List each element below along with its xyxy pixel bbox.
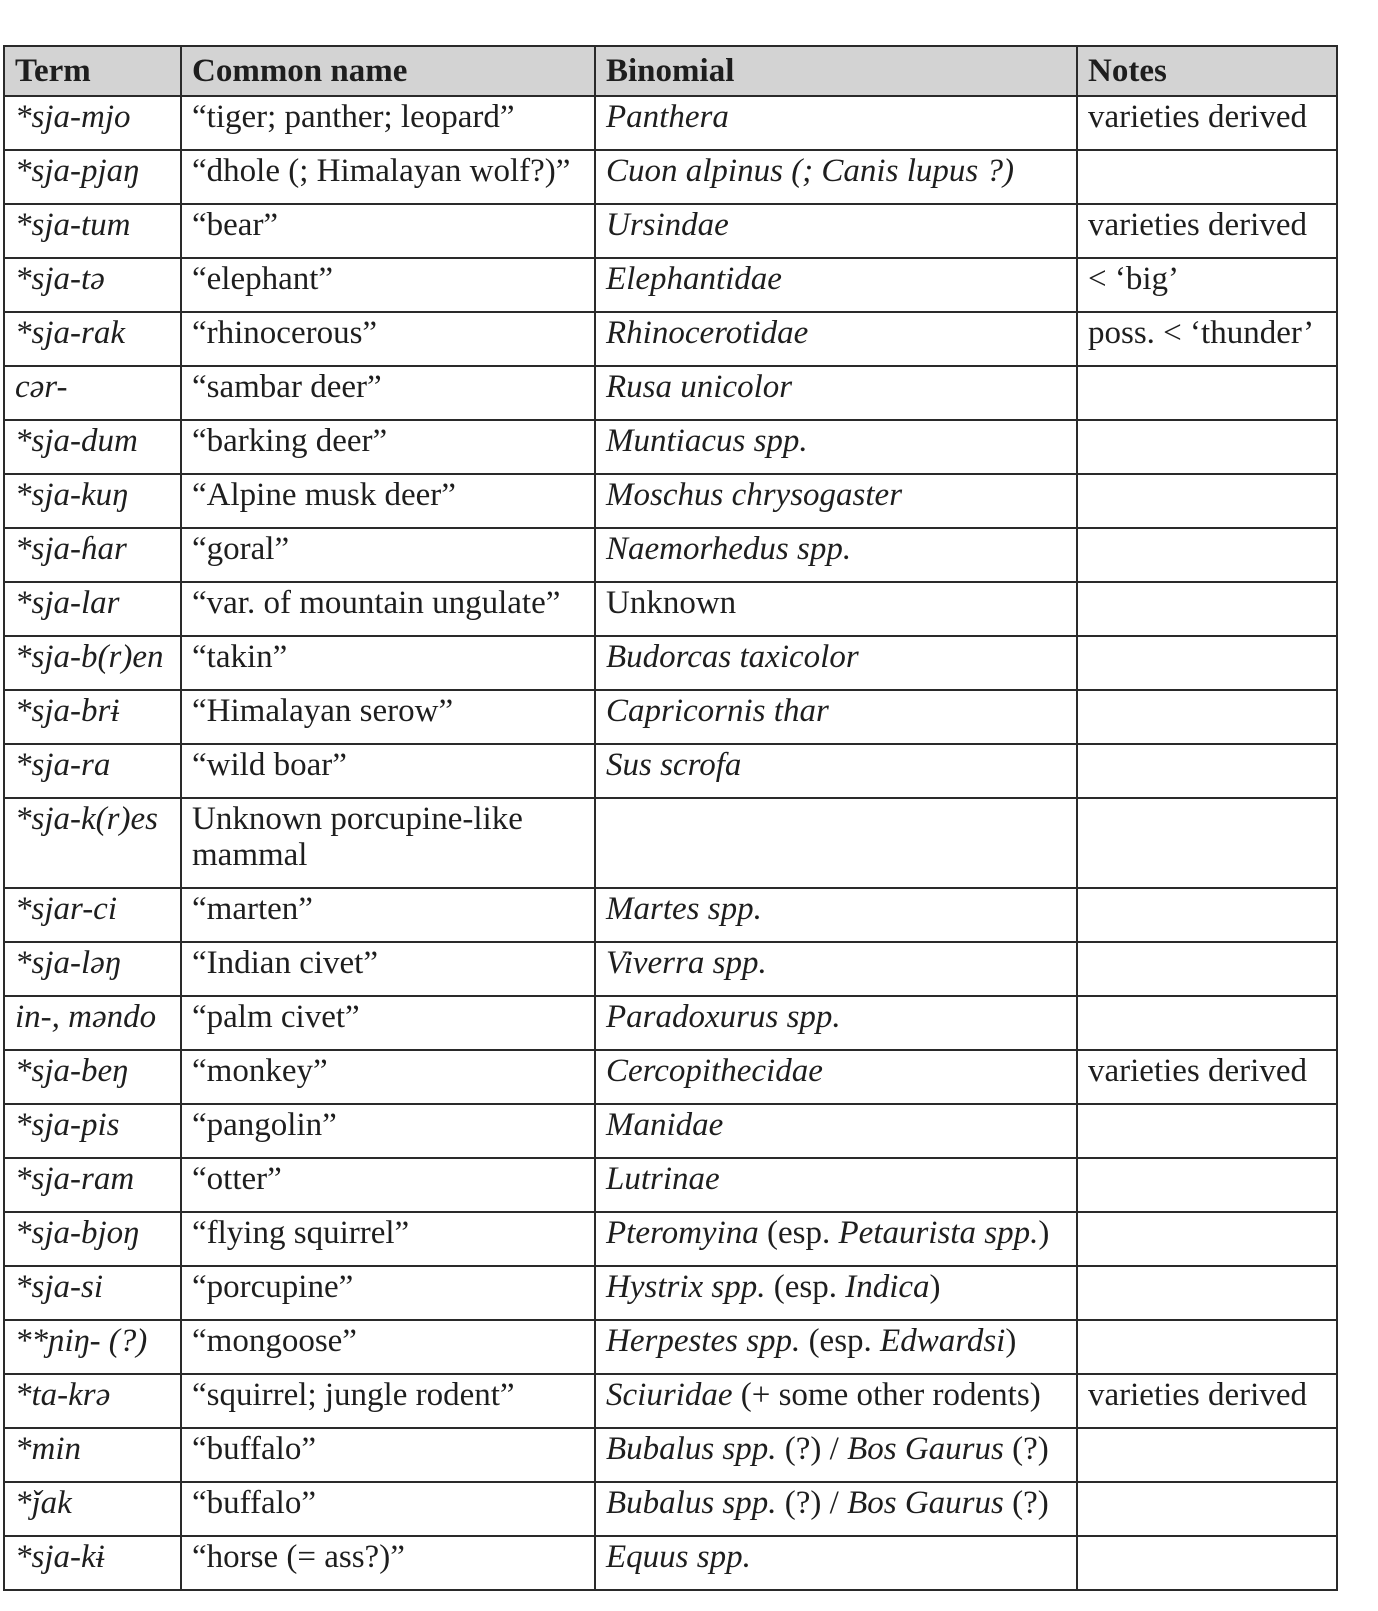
cell-notes: varieties derived [1077, 96, 1337, 150]
term-text: *ta-krə [15, 1377, 111, 1413]
cell-binomial [595, 690, 1077, 744]
cell-term [4, 150, 181, 204]
cell-binomial [595, 258, 1077, 312]
binomial-segment: Sciuridae [606, 1377, 733, 1413]
term-text: *sja-pjaŋ [15, 153, 140, 189]
cell-notes [1077, 1482, 1337, 1536]
cell-term [4, 888, 181, 942]
cell-term [4, 636, 181, 690]
cell-term [4, 312, 181, 366]
binomial-segment: Bos Gaurus [847, 1431, 1004, 1467]
binomial-segment: Unknown [606, 585, 737, 621]
binomial-segment: (+ some other rodents) [732, 1377, 1041, 1413]
cell-notes [1077, 1104, 1337, 1158]
binomial-segment: Paradoxurus spp. [606, 999, 841, 1035]
cell-term [4, 798, 181, 888]
binomial-segment: Elephantidae [606, 261, 782, 297]
term-text: *sja-ram [15, 1161, 135, 1197]
table-row [4, 690, 1337, 744]
binomial-segment: ) [1005, 1323, 1017, 1359]
cell-binomial [595, 996, 1077, 1050]
table-row [4, 1104, 1337, 1158]
cell-common-name: “marten” [181, 888, 595, 942]
cell-notes [1077, 1266, 1337, 1320]
term-text: *sja-rak [15, 315, 125, 351]
cell-binomial [595, 1266, 1077, 1320]
cell-binomial [595, 204, 1077, 258]
cell-binomial [595, 1050, 1077, 1104]
cell-binomial [595, 366, 1077, 420]
binomial-segment: Rhinocerotidae [606, 315, 809, 351]
cell-binomial [595, 312, 1077, 366]
cell-term [4, 1212, 181, 1266]
table-row [4, 474, 1337, 528]
table-row [4, 996, 1337, 1050]
cell-common-name: “tiger; panther; leopard” [181, 96, 595, 150]
cell-term [4, 1050, 181, 1104]
binomial-segment: Capricornis thar [606, 693, 829, 729]
binomial-segment: Manidae [606, 1107, 724, 1143]
binomial-segment: Moschus chrysogaster [606, 477, 903, 513]
binomial-segment: (?) / [776, 1431, 848, 1467]
cell-term [4, 474, 181, 528]
cell-notes: varieties derived [1077, 1374, 1337, 1428]
term-text: *sja-bjoŋ [15, 1215, 140, 1251]
binomial-segment: (?) [1003, 1485, 1049, 1521]
cell-notes [1077, 798, 1337, 888]
cell-notes [1077, 636, 1337, 690]
term-text: *sja-dum [15, 423, 138, 459]
cell-notes [1077, 420, 1337, 474]
cell-binomial [595, 798, 1077, 888]
cell-binomial [595, 1482, 1077, 1536]
table-row [4, 798, 1337, 888]
cell-common-name: “Alpine musk deer” [181, 474, 595, 528]
binomial-segment: Budorcas taxicolor [606, 639, 859, 675]
table-row [4, 204, 1337, 258]
header-common-name: Common name [181, 46, 595, 96]
table-row [4, 888, 1337, 942]
cell-binomial [595, 150, 1077, 204]
term-text: *sja-lar [15, 585, 120, 621]
table-row [4, 744, 1337, 798]
table-row [4, 1320, 1337, 1374]
table-row [4, 1428, 1337, 1482]
cell-term [4, 1320, 181, 1374]
header-notes: Notes [1077, 46, 1337, 96]
binomial-segment: ) [1038, 1215, 1050, 1251]
term-text: *sja-kuŋ [15, 477, 129, 513]
cell-binomial [595, 474, 1077, 528]
term-text: *sja-tum [15, 207, 131, 243]
cell-notes [1077, 1428, 1337, 1482]
cell-term [4, 1482, 181, 1536]
cell-common-name: “barking deer” [181, 420, 595, 474]
binomial-segment: Sus scrofa [606, 747, 742, 783]
cell-notes: < ‘big’ [1077, 258, 1337, 312]
cell-notes [1077, 744, 1337, 798]
table-row [4, 1158, 1337, 1212]
cell-common-name: “monkey” [181, 1050, 595, 1104]
cell-common-name: “goral” [181, 528, 595, 582]
term-text: *ǰak [15, 1485, 72, 1521]
table-body [4, 96, 1337, 1590]
cell-common-name: “squirrel; jungle rodent” [181, 1374, 595, 1428]
cell-term [4, 366, 181, 420]
cell-binomial [595, 528, 1077, 582]
binomial-segment: Pteromyina [606, 1215, 759, 1251]
term-text: *sja-si [15, 1269, 104, 1305]
binomial-segment: Bubalus spp. [606, 1431, 777, 1467]
table-row [4, 1212, 1337, 1266]
cell-binomial [595, 420, 1077, 474]
cell-notes [1077, 888, 1337, 942]
cell-common-name: “porcupine” [181, 1266, 595, 1320]
binomial-segment: (esp. [765, 1269, 846, 1305]
table-row [4, 312, 1337, 366]
cell-term [4, 204, 181, 258]
cell-notes [1077, 474, 1337, 528]
cell-common-name: “bear” [181, 204, 595, 258]
binomial-segment: Petaurista spp. [838, 1215, 1039, 1251]
cell-notes: poss. < ‘thunder’ [1077, 312, 1337, 366]
cell-notes: varieties derived [1077, 204, 1337, 258]
cell-term [4, 258, 181, 312]
binomial-segment: Bubalus spp. [606, 1485, 777, 1521]
header-term: Term [4, 46, 181, 96]
binomial-segment: Lutrinae [606, 1161, 720, 1197]
cell-binomial [595, 1536, 1077, 1590]
cell-notes [1077, 690, 1337, 744]
binomial-segment: Rusa unicolor [606, 369, 793, 405]
binomial-segment: (?) / [776, 1485, 848, 1521]
term-text: *sja-k(r)es [15, 801, 158, 837]
binomial-segment: (?) [1003, 1431, 1049, 1467]
cell-term [4, 1266, 181, 1320]
cell-term [4, 942, 181, 996]
cell-common-name: “otter” [181, 1158, 595, 1212]
header-binomial: Binomial [595, 46, 1077, 96]
binomial-segment: Ursindae [606, 207, 729, 243]
term-text: *sjar-ci [15, 891, 117, 927]
cell-common-name: “Himalayan serow” [181, 690, 595, 744]
cell-binomial [595, 1104, 1077, 1158]
cell-binomial [595, 1320, 1077, 1374]
cell-notes [1077, 366, 1337, 420]
term-text: *sja-beŋ [15, 1053, 129, 1089]
cell-binomial [595, 582, 1077, 636]
table-row [4, 1374, 1337, 1428]
cell-term [4, 744, 181, 798]
cell-term [4, 690, 181, 744]
cell-term [4, 1428, 181, 1482]
cell-notes [1077, 150, 1337, 204]
cell-binomial [595, 942, 1077, 996]
cell-common-name: “sambar deer” [181, 366, 595, 420]
term-text: *sja-mjo [15, 99, 131, 135]
table-row [4, 366, 1337, 420]
cell-common-name: “flying squirrel” [181, 1212, 595, 1266]
cell-notes [1077, 582, 1337, 636]
binomial-segment: Muntiacus spp. [606, 423, 808, 459]
table-row [4, 1050, 1337, 1104]
table-row [4, 942, 1337, 996]
table-row [4, 258, 1337, 312]
cell-notes [1077, 996, 1337, 1050]
cell-binomial [595, 888, 1077, 942]
binomial-segment: Bos Gaurus [847, 1485, 1004, 1521]
table-row [4, 420, 1337, 474]
binomial-segment: (esp. [758, 1215, 839, 1251]
cell-term [4, 1104, 181, 1158]
cell-common-name: “takin” [181, 636, 595, 690]
cell-term [4, 420, 181, 474]
table-row [4, 582, 1337, 636]
table-header [4, 46, 1337, 96]
term-text: *sja-brɨ [15, 693, 120, 729]
cell-common-name: “dhole (; Himalayan wolf?)” [181, 150, 595, 204]
cell-common-name: “rhinocerous” [181, 312, 595, 366]
cell-notes [1077, 1212, 1337, 1266]
binomial-segment: Indica [845, 1269, 930, 1305]
binomial-segment: Martes spp. [606, 891, 762, 927]
cell-binomial [595, 1158, 1077, 1212]
term-text: *sja-b(r)en [15, 639, 164, 675]
cell-common-name: Unknown porcupine-like mammal [181, 798, 595, 888]
cell-binomial [595, 1374, 1077, 1428]
binomial-segment: ) [929, 1269, 941, 1305]
binomial-segment: Hystrix spp. [606, 1269, 766, 1305]
cell-common-name: “elephant” [181, 258, 595, 312]
table-row [4, 1266, 1337, 1320]
binomial-segment: Equus spp. [606, 1539, 751, 1575]
binomial-segment: Naemorhedus spp. [606, 531, 852, 567]
term-text: *sja-ra [15, 747, 111, 783]
term-text: *sja-kɨ [15, 1539, 105, 1575]
binomial-segment: Edwardsi [880, 1323, 1006, 1359]
binomial-segment: Herpestes spp. [606, 1323, 801, 1359]
table-row [4, 96, 1337, 150]
table-row [4, 1536, 1337, 1590]
binomial-segment: (esp. [800, 1323, 881, 1359]
cell-binomial [595, 744, 1077, 798]
cell-common-name: “pangolin” [181, 1104, 595, 1158]
term-text: in-, məndo [15, 999, 157, 1035]
cell-binomial [595, 96, 1077, 150]
cell-term [4, 1158, 181, 1212]
cell-common-name: “mongoose” [181, 1320, 595, 1374]
cell-term [4, 528, 181, 582]
cell-common-name: “var. of mountain ungulate” [181, 582, 595, 636]
cell-term [4, 1536, 181, 1590]
table-row [4, 1482, 1337, 1536]
cell-term [4, 582, 181, 636]
cell-term [4, 96, 181, 150]
term-text: *sja-ləŋ [15, 945, 121, 981]
binomial-segment: Cuon alpinus (; Canis lupus ?) [606, 153, 1014, 189]
cell-term [4, 996, 181, 1050]
term-text: *sja-ɦar [15, 531, 127, 567]
cell-common-name: “palm civet” [181, 996, 595, 1050]
term-text: *sja-tə [15, 261, 105, 297]
cell-term [4, 1374, 181, 1428]
term-text: cər- [15, 369, 68, 405]
mammal-terms-table [3, 45, 1338, 1591]
binomial-segment: Panthera [606, 99, 729, 135]
cell-common-name: “horse (= ass?)” [181, 1536, 595, 1590]
cell-common-name: “Indian civet” [181, 942, 595, 996]
cell-notes [1077, 1320, 1337, 1374]
term-text: **ɲiŋ- (?) [15, 1323, 148, 1359]
binomial-segment: Viverra spp. [606, 945, 767, 981]
table-row [4, 528, 1337, 582]
cell-binomial [595, 1428, 1077, 1482]
term-text: *sja-pis [15, 1107, 120, 1143]
mammal-terms-table-container [3, 45, 1338, 1591]
cell-notes: varieties derived [1077, 1050, 1337, 1104]
term-text: *min [15, 1431, 81, 1467]
cell-binomial [595, 1212, 1077, 1266]
cell-notes [1077, 528, 1337, 582]
cell-common-name: “buffalo” [181, 1428, 595, 1482]
cell-notes [1077, 1158, 1337, 1212]
table-row [4, 636, 1337, 690]
header-row [4, 46, 1337, 96]
cell-notes [1077, 1536, 1337, 1590]
cell-common-name: “buffalo” [181, 1482, 595, 1536]
table-row [4, 150, 1337, 204]
cell-common-name: “wild boar” [181, 744, 595, 798]
cell-notes [1077, 942, 1337, 996]
binomial-segment: Cercopithecidae [606, 1053, 823, 1089]
cell-binomial [595, 636, 1077, 690]
